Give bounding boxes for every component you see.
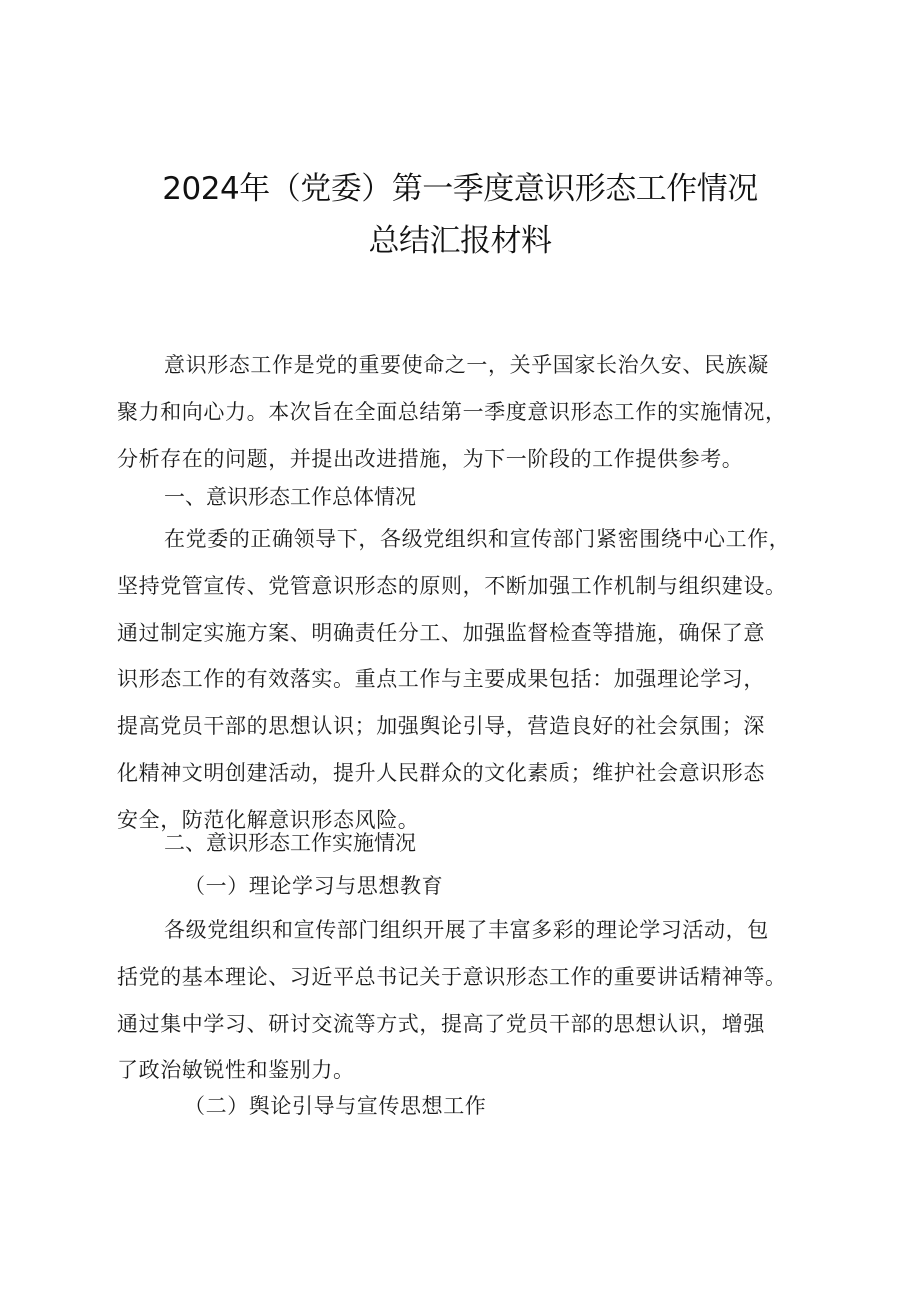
section-1-line: 在党委的正确领导下，各级党组织和宣传部门紧密围绕中心工作，	[164, 527, 791, 551]
document-title-line-1: 2024年（党委）第一季度意识形态工作情况	[162, 171, 758, 207]
subsection-1-paragraph	[117, 907, 819, 1094]
section-1-line: 坚持党管宣传、党管意识形态的原则，不断加强工作机制与组织建设。	[117, 573, 787, 598]
intro-paragraph	[117, 342, 819, 482]
subsection-1-heading: （一）理论学习与思想教育	[184, 874, 444, 898]
subsection-2-heading: （二）舆论引导与宣传思想工作	[184, 1094, 487, 1118]
intro-line: 聚力和向心力。本次旨在全面总结第一季度意识形态工作的实施情况，	[117, 399, 787, 424]
intro-line: 分析存在的问题，并提出改进措施，为下一阶段的工作提供参考。	[117, 446, 744, 471]
document-title-line-2: 总结汇报材料	[368, 223, 552, 259]
section-1-line: 识形态工作的有效落实。重点工作与主要成果包括：加强理论学习，	[117, 667, 765, 692]
subsection-1-line: 了政治敏锐性和鉴别力。	[117, 1058, 355, 1083]
subsection-1-line: 各级党组织和宣传部门组织开展了丰富多彩的理论学习活动，包	[164, 918, 769, 942]
section-2-heading: 二、意识形态工作实施情况	[164, 831, 416, 855]
subsection-1-line: 括党的基本理论、习近平总书记关于意识形态工作的重要讲话精神等。	[117, 964, 787, 989]
section-1-line: 通过制定实施方案、明确责任分工、加强监督检查等措施，确保了意	[117, 620, 765, 645]
section-1-line: 化精神文明创建活动，提升人民群众的文化素质；维护社会意识形态	[117, 760, 765, 785]
section-1-line: 提高党员干部的思想认识；加强舆论引导，营造良好的社会氛围；深	[117, 714, 765, 739]
section-1-heading: 一、意识形态工作总体情况	[164, 485, 416, 509]
section-1-line: 安全，防范化解意识形态风险。	[117, 807, 420, 832]
subsection-1-line: 通过集中学习、研讨交流等方式，提高了党员干部的思想认识，增强	[117, 1011, 765, 1036]
intro-line: 意识形态工作是党的重要使命之一，关乎国家长治久安、民族凝	[164, 353, 769, 377]
section-1-paragraph	[117, 516, 819, 844]
